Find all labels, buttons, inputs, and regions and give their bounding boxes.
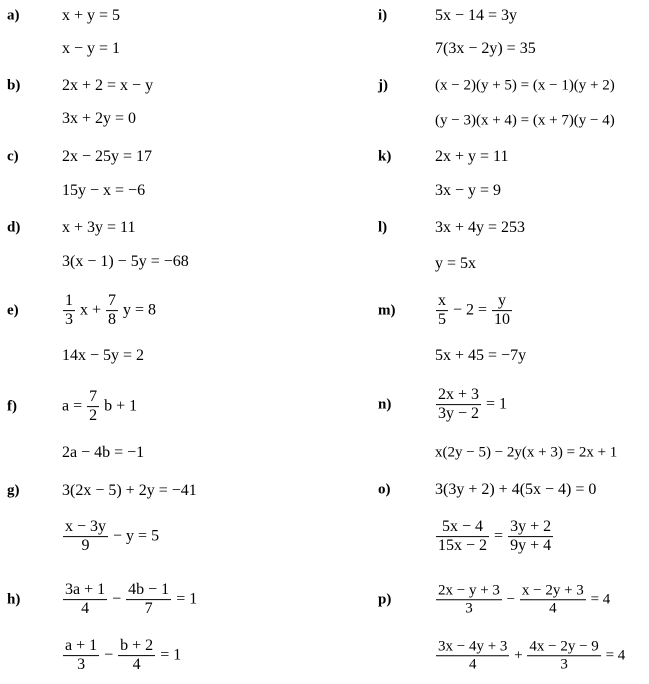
problem-label: p) bbox=[378, 591, 392, 608]
denominator: 4 bbox=[549, 600, 557, 617]
equation: x + 3y = 11 bbox=[62, 219, 136, 236]
denominator: 5 bbox=[438, 311, 446, 329]
equation: x(2y − 5) − 2y(x + 3) = 2x + 1 bbox=[435, 444, 618, 461]
operator: − y = 5 bbox=[113, 527, 160, 545]
operator: − 2 = bbox=[453, 301, 488, 319]
equation: 5x + 45 = −7y bbox=[435, 347, 527, 364]
operator: + bbox=[514, 647, 523, 664]
equation: 3(2x − 5) + 2y = −41 bbox=[62, 482, 197, 499]
problem-label: n) bbox=[378, 396, 392, 413]
fraction bbox=[436, 638, 509, 674]
equation bbox=[62, 388, 137, 426]
operator: = 1 bbox=[176, 590, 198, 608]
equation: 2x + 2 = x − y bbox=[62, 77, 154, 94]
problem-label: e) bbox=[7, 302, 19, 319]
operator: b + 1 bbox=[104, 397, 138, 415]
denominator: 4 bbox=[132, 656, 141, 674]
denominator: 4 bbox=[81, 600, 90, 618]
fraction bbox=[63, 292, 75, 330]
numerator: 7 bbox=[87, 388, 99, 407]
equation: x − y = 1 bbox=[62, 40, 121, 57]
fraction bbox=[492, 292, 512, 330]
operator: − bbox=[104, 646, 114, 664]
equation bbox=[435, 582, 610, 618]
fraction bbox=[63, 581, 107, 619]
numerator: a + 1 bbox=[63, 637, 99, 656]
denominator: 15x − 2 bbox=[438, 537, 488, 555]
equation: 2a − 4b = −1 bbox=[62, 444, 145, 461]
operator: = 4 bbox=[590, 591, 611, 608]
numerator: 3a + 1 bbox=[63, 581, 107, 600]
equation bbox=[62, 518, 159, 556]
fraction bbox=[436, 518, 489, 556]
equation: 3(3y + 2) + 4(5x − 4) = 0 bbox=[435, 481, 597, 498]
fraction bbox=[527, 638, 600, 674]
denominator: 2 bbox=[89, 407, 98, 425]
equation: 2x − 25y = 17 bbox=[62, 148, 153, 165]
problem-label: j) bbox=[378, 77, 388, 94]
equation: 15y − x = −6 bbox=[62, 182, 146, 199]
denominator: 9y + 4 bbox=[510, 537, 552, 555]
operator: − bbox=[506, 591, 516, 608]
problem-label: b) bbox=[7, 77, 21, 94]
problem-label: d) bbox=[7, 219, 21, 236]
problem-label: o) bbox=[378, 481, 391, 498]
equation bbox=[62, 292, 156, 330]
operator: = 1 bbox=[160, 646, 182, 664]
numerator: x bbox=[436, 292, 448, 311]
denominator: 8 bbox=[108, 311, 117, 329]
numerator: x − 3y bbox=[63, 518, 108, 537]
equation: 2x + y = 11 bbox=[435, 148, 509, 165]
operator: y = 8 bbox=[123, 301, 157, 319]
equation bbox=[62, 581, 197, 619]
equation bbox=[62, 637, 181, 675]
problem-label: i) bbox=[378, 7, 388, 24]
problem-label: c) bbox=[7, 148, 19, 165]
denominator: 10 bbox=[494, 311, 511, 329]
numerator: 5x − 4 bbox=[436, 518, 489, 537]
equation: (y − 3)(x + 4) = (x + 7)(y − 4) bbox=[435, 112, 615, 129]
fraction bbox=[436, 292, 448, 330]
fraction bbox=[520, 582, 586, 618]
problem-label: m) bbox=[378, 302, 396, 319]
fraction bbox=[87, 388, 99, 426]
equation: 3x − y = 9 bbox=[435, 182, 502, 199]
fraction bbox=[436, 386, 481, 424]
fraction bbox=[436, 582, 502, 618]
operator: = bbox=[494, 527, 504, 545]
numerator: 4x − 2y − 9 bbox=[527, 638, 600, 656]
fraction bbox=[63, 637, 99, 675]
operator: x + bbox=[80, 301, 102, 319]
equation bbox=[435, 518, 554, 556]
equation bbox=[435, 638, 625, 674]
problem-label: g) bbox=[7, 482, 20, 499]
denominator: 3y − 2 bbox=[438, 405, 480, 423]
equation: (x − 2)(y + 5) = (x − 1)(y + 2) bbox=[435, 77, 615, 94]
numerator: x − 2y + 3 bbox=[520, 582, 586, 600]
equation: 3(x − 1) − 5y = −68 bbox=[62, 253, 189, 270]
operator: a = bbox=[62, 397, 83, 415]
problem-label: k) bbox=[378, 148, 392, 165]
equation bbox=[435, 292, 513, 330]
equation: 14x − 5y = 2 bbox=[62, 347, 145, 364]
equation: x + y = 5 bbox=[62, 7, 121, 24]
equation: y = 5x bbox=[435, 255, 477, 272]
problem-label: h) bbox=[7, 591, 21, 608]
numerator: y bbox=[492, 292, 512, 311]
denominator: 3 bbox=[77, 656, 86, 674]
equation bbox=[435, 386, 507, 424]
fraction bbox=[63, 518, 108, 556]
equation: 3x + 2y = 0 bbox=[62, 110, 137, 127]
equation: 7(3x − 2y) = 35 bbox=[435, 40, 536, 57]
numerator: 2x − y + 3 bbox=[436, 582, 502, 600]
fraction bbox=[118, 637, 155, 675]
numerator: 1 bbox=[63, 292, 75, 311]
numerator: 3x − 4y + 3 bbox=[436, 638, 509, 656]
denominator: 3 bbox=[560, 656, 568, 673]
denominator: 7 bbox=[144, 600, 153, 618]
numerator: 2x + 3 bbox=[436, 386, 481, 405]
problem-label: l) bbox=[378, 219, 388, 236]
operator: = 1 bbox=[486, 395, 508, 413]
denominator: 3 bbox=[465, 600, 473, 617]
fraction bbox=[126, 581, 171, 619]
operator: = 4 bbox=[605, 647, 626, 664]
equation: 3x + 4y = 253 bbox=[435, 219, 526, 236]
numerator: 7 bbox=[106, 292, 118, 311]
equation: 5x − 14 = 3y bbox=[435, 7, 518, 24]
fraction bbox=[508, 518, 553, 556]
denominator: 9 bbox=[81, 537, 90, 555]
problem-label: f) bbox=[7, 398, 17, 415]
numerator: 3y + 2 bbox=[508, 518, 553, 537]
problem-label: a) bbox=[7, 7, 20, 24]
numerator: 4b − 1 bbox=[126, 581, 171, 600]
operator: − bbox=[112, 590, 122, 608]
denominator: 4 bbox=[468, 656, 477, 673]
denominator: 3 bbox=[65, 311, 73, 329]
fraction bbox=[106, 292, 118, 330]
numerator: b + 2 bbox=[118, 637, 155, 656]
